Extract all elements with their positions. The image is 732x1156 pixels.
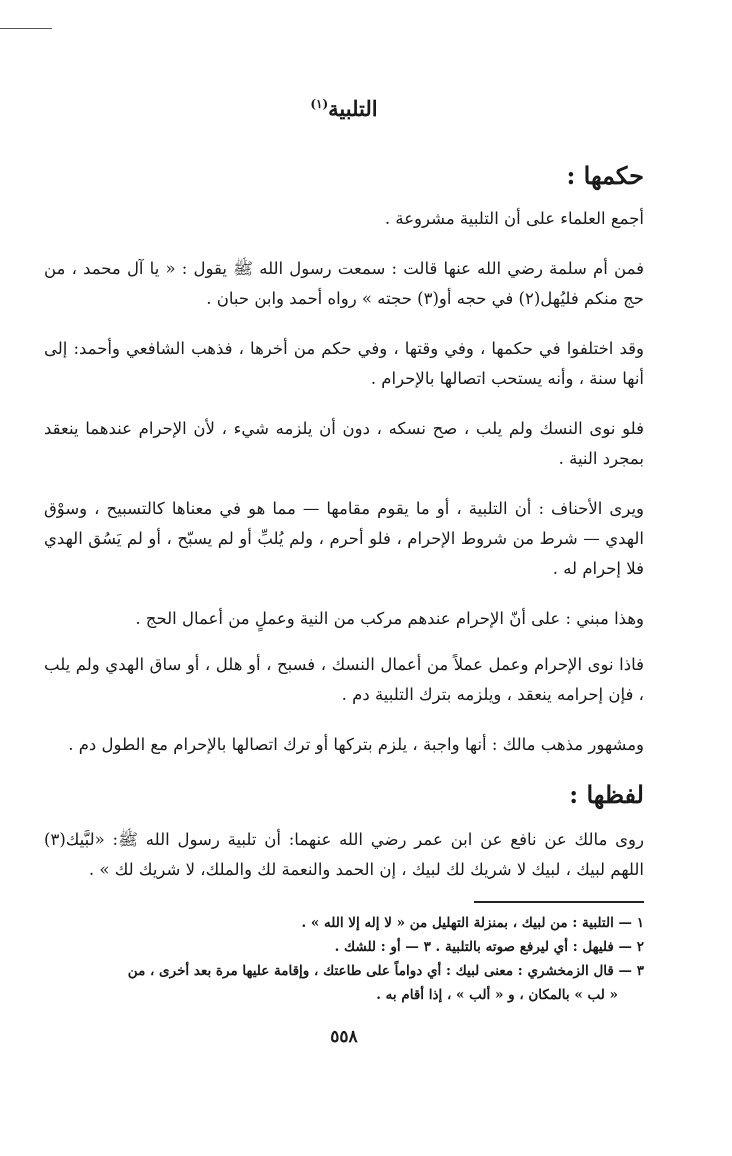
page-title [44, 96, 644, 121]
paragraph: فلو نوى النسك ولم يلب ، صح نسكه ، دون أن يلزمه شيء ، لأن الإحرام عندهما ينعقد بمجرد النية . [44, 419, 644, 468]
footnote: ٢ — فليهل : أي ليرفع صوته بالتلبية . ٣ — أو : للشك . [334, 939, 644, 955]
footnote-continuation: « لب » بالمكان ، و « ألب » ، إذا أقام به . [376, 987, 618, 1003]
paragraph: فاذا نوى الإحرام وعمل عملاً من أعمال النسك ، فسبح ، أو هلل ، أو ساق الهدي ولم يلب ، فإن إحرامه ينعقد ، ويلزمه بترك التلبية دم . [44, 655, 644, 704]
paragraph: فمن أم سلمة رضي الله عنها قالت : سمعت رسول الله ﷺ يقول : « يا آل محمد ، من حج منكم فليُهل(٢) في حجه أو(٣) حجته » رواه أحمد وابن حبان . [44, 259, 644, 308]
paragraph: أجمع العلماء على أن التلبية مشروعة . [384, 209, 644, 228]
footnotes [44, 911, 644, 1007]
footnote-divider [474, 901, 644, 903]
paragraph: ويرى الأحناف : أن التلبية ، أو ما يقوم مقامها — مما هو في معناها كالتسبيح ، وسوْق الهدي — شرط من شروط الإحرام ، فلو أحرم ، ولم يُلبِّ أو لم يسبّح ، أو لم يَسُق الهدي فلا إحرام له . [44, 499, 644, 578]
paragraph: روى مالك عن نافع عن ابن عمر رضي الله عنهما: أن تلبية رسول الله ﷺ: «لبَّيك(٣) اللهم لبيك ، لبيك لا شريك لك لبيك ، إن الحمد والنعمة لك والملك، لا شريك لك » . [44, 830, 644, 879]
paragraph: وهذا مبني : على أنّ الإحرام عندهم مركب من النية وعملٍ من أعمال الحج . [135, 609, 644, 628]
heading-wording: لفظها : [569, 780, 644, 809]
book-page [44, 96, 644, 1047]
heading-ruling: حكمها : [566, 161, 644, 190]
title-text: التلبية [328, 96, 378, 121]
title-footnote-ref: (١) [310, 97, 329, 111]
top-corner-rule [0, 28, 52, 29]
paragraph: وقد اختلفوا في حكمها ، وفي وقتها ، وفي حكم من أخرها ، فذهب الشافعي وأحمد: إلى أنها سنة ، وأنه يستحب اتصالها بالإحرام . [44, 339, 644, 388]
paragraph: ومشهور مذهب مالك : أنها واجبة ، يلزم بتركها أو ترك اتصالها بالإحرام مع الطول دم . [68, 735, 644, 754]
footnote: ١ — التلبية : من لبيك ، بمنزلة التهليل من « لا إله إلا الله » . [301, 915, 644, 931]
footnote: ٣ — قال الزمخشري : معنى لبيك : أي دواماً على طاعتك ، وإقامة عليها مرة بعد أخرى ، من [127, 963, 644, 979]
page-number: ٥٥٨ [330, 1027, 358, 1047]
